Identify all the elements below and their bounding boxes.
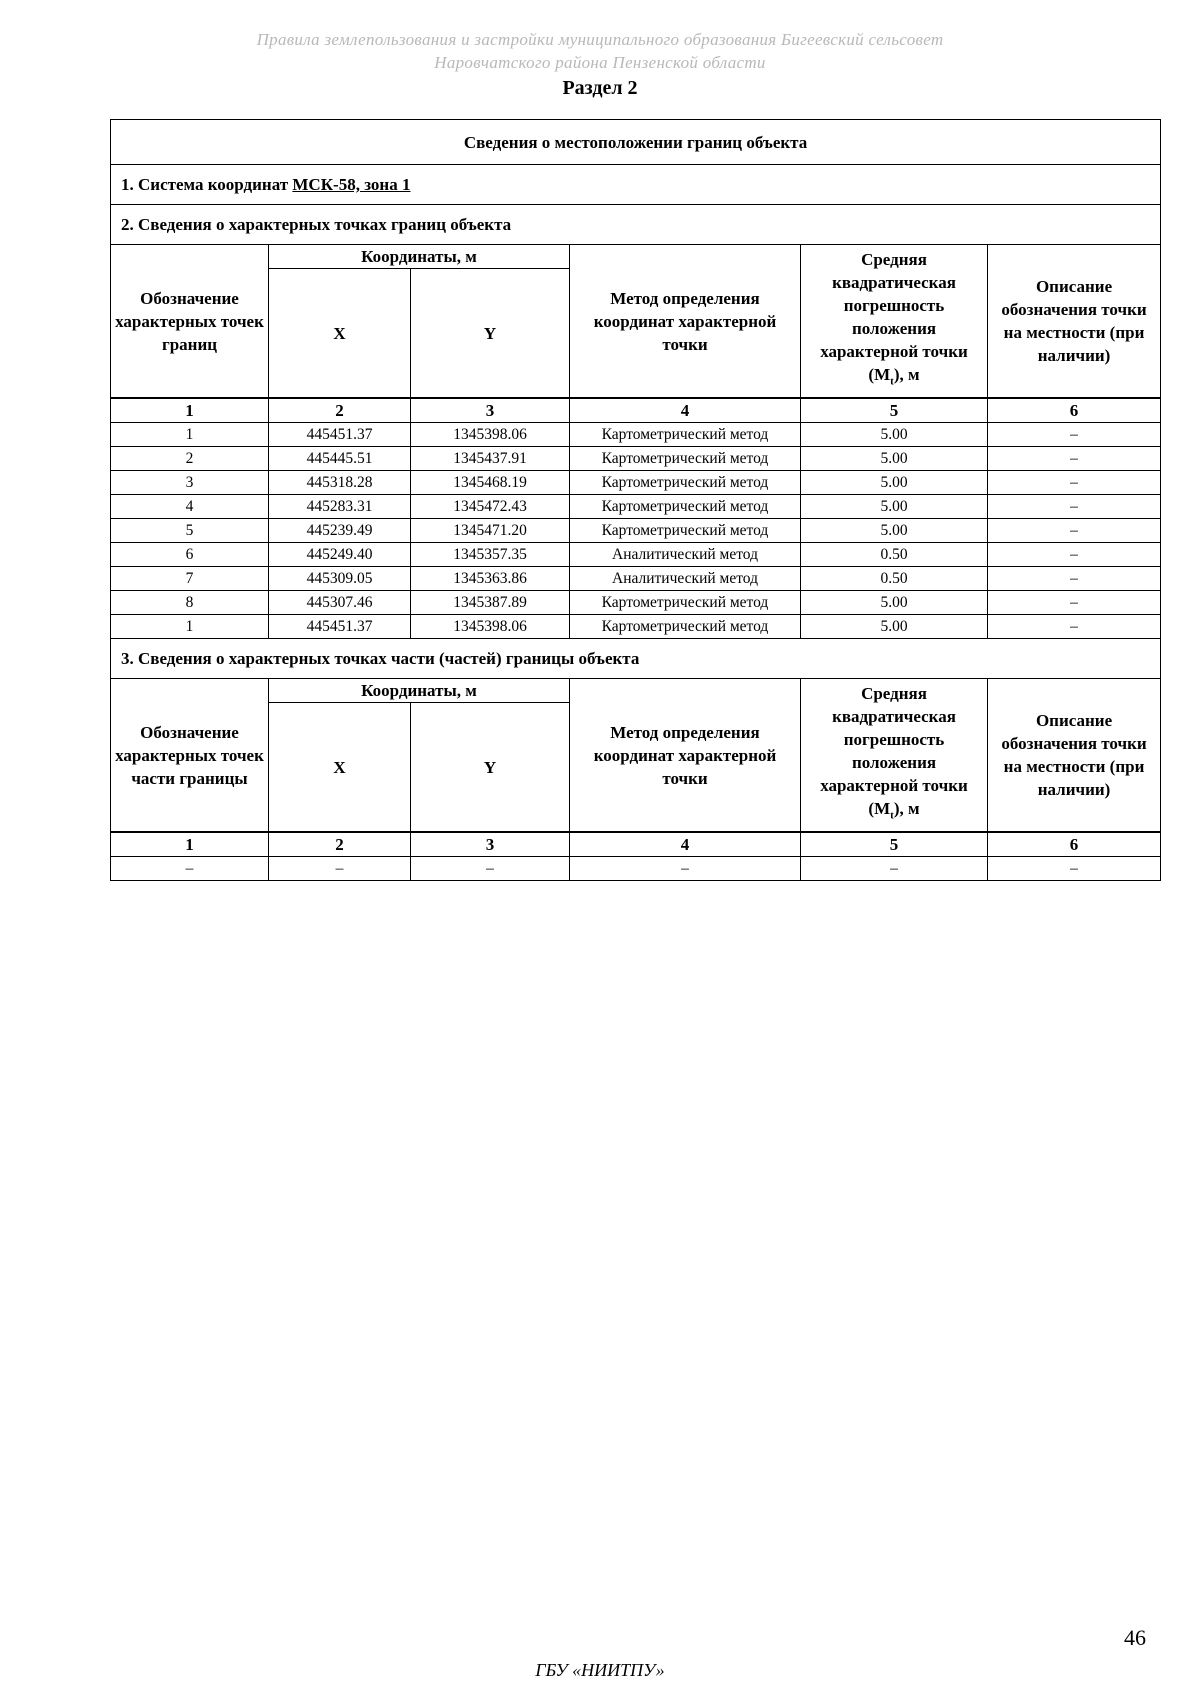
column-number-cell: 3 [411, 832, 570, 857]
column-number-cell: 6 [988, 398, 1161, 423]
col-header-error-sub: t [890, 375, 894, 388]
table-row [111, 857, 1161, 881]
cell-y: 1345437.91 [411, 447, 570, 471]
cell-x: 445318.28 [269, 471, 411, 495]
cell-x: 445249.40 [269, 543, 411, 567]
table-row [111, 423, 1161, 447]
col-header-x-part: X [269, 703, 411, 833]
footer-org: ГБУ «НИИТПУ» [535, 1660, 665, 1680]
column-number-cell: 1 [111, 832, 269, 857]
coord-system-row [111, 165, 1161, 205]
col-header-description-part: Описание обозначения точки на местности (при наличии) [988, 679, 1161, 833]
cell-error: – [801, 857, 988, 881]
column-number-cell: 4 [570, 398, 801, 423]
col-header-coords-part: Координаты, м [269, 679, 570, 703]
table-row [111, 615, 1161, 639]
cell-y: 1345398.06 [411, 423, 570, 447]
cell-point: 5 [111, 519, 269, 543]
col-header-point: Обозначение характерных точек границ [111, 245, 269, 399]
cell-method: – [570, 857, 801, 881]
cell-method: Картометрический метод [570, 495, 801, 519]
col-header-y: Y [411, 269, 570, 399]
cell-y: 1345472.43 [411, 495, 570, 519]
cell-description: – [988, 567, 1161, 591]
cell-point: 6 [111, 543, 269, 567]
cell-y: 1345471.20 [411, 519, 570, 543]
table-row [111, 519, 1161, 543]
cell-method: Картометрический метод [570, 591, 801, 615]
cell-y: 1345468.19 [411, 471, 570, 495]
part2-title: 2. Сведения о характерных точках границ объекта [111, 205, 1161, 245]
cell-description: – [988, 543, 1161, 567]
cell-point: 7 [111, 567, 269, 591]
cell-point: – [111, 857, 269, 881]
cell-error: 5.00 [801, 591, 988, 615]
cell-point: 1 [111, 615, 269, 639]
col-header-x: X [269, 269, 411, 399]
col-header-error-main: Средняя квадратическая погрешность положения характерной точки (M [820, 250, 968, 385]
cell-point: 8 [111, 591, 269, 615]
cell-point: 1 [111, 423, 269, 447]
cell-point: 3 [111, 471, 269, 495]
cell-method: Картометрический метод [570, 615, 801, 639]
col-header-description: Описание обозначения точки на местности (при наличии) [988, 245, 1161, 399]
table-row [111, 495, 1161, 519]
table-row [111, 591, 1161, 615]
cell-x: 445451.37 [269, 423, 411, 447]
boundary-table [110, 119, 1161, 881]
col-header-y-part: Y [411, 703, 570, 833]
cell-x: 445451.37 [269, 615, 411, 639]
column-numbers-row [111, 398, 1161, 423]
cell-y: 1345387.89 [411, 591, 570, 615]
cell-description: – [988, 519, 1161, 543]
col-header-error-sub-part: t [890, 809, 894, 822]
section-title: Раздел 2 [562, 77, 638, 99]
cell-method: Картометрический метод [570, 471, 801, 495]
cell-method: Картометрический метод [570, 423, 801, 447]
cell-description: – [988, 447, 1161, 471]
cell-y: – [411, 857, 570, 881]
column-number-cell: 1 [111, 398, 269, 423]
cell-point: 2 [111, 447, 269, 471]
cell-method: Картометрический метод [570, 519, 801, 543]
cell-error: 5.00 [801, 495, 988, 519]
coord-system-value: МСК-58, зона 1 [292, 175, 411, 194]
col-header-method: Метод определения координат характерной точки [570, 245, 801, 399]
table-row [111, 447, 1161, 471]
col-header-error-part [801, 679, 988, 833]
col-header-coords: Координаты, м [269, 245, 570, 269]
cell-method: Картометрический метод [570, 447, 801, 471]
cell-y: 1345357.35 [411, 543, 570, 567]
column-number-cell: 5 [801, 398, 988, 423]
col-header-point-part: Обозначение характерных точек части границы [111, 679, 269, 833]
col-header-error-tail: ), м [893, 365, 920, 385]
cell-x: 445309.05 [269, 567, 411, 591]
cell-description: – [988, 615, 1161, 639]
cell-description: – [988, 591, 1161, 615]
page-number: 46 [1124, 1625, 1146, 1650]
cell-error: 5.00 [801, 447, 988, 471]
cell-description: – [988, 857, 1161, 881]
cell-error: 5.00 [801, 471, 988, 495]
cell-error: 5.00 [801, 615, 988, 639]
table-row [111, 567, 1161, 591]
part3-title: 3. Сведения о характерных точках части (частей) границы объекта [111, 639, 1161, 679]
column-number-cell: 2 [269, 832, 411, 857]
cell-method: Аналитический метод [570, 567, 801, 591]
cell-description: – [988, 495, 1161, 519]
coord-system-label: 1. Система координат [121, 175, 289, 194]
cell-x: 445283.31 [269, 495, 411, 519]
cell-x: 445307.46 [269, 591, 411, 615]
column-number-cell: 2 [269, 398, 411, 423]
cell-description: – [988, 471, 1161, 495]
table-row [111, 471, 1161, 495]
running-header-line-2: Наровчатского района Пензенской области [434, 53, 766, 72]
cell-error: 0.50 [801, 567, 988, 591]
cell-y: 1345363.86 [411, 567, 570, 591]
cell-method: Аналитический метод [570, 543, 801, 567]
cell-error: 0.50 [801, 543, 988, 567]
column-number-cell: 5 [801, 832, 988, 857]
cell-description: – [988, 423, 1161, 447]
table-title: Сведения о местоположении границ объекта [111, 120, 1161, 165]
cell-y: 1345398.06 [411, 615, 570, 639]
cell-x: 445445.51 [269, 447, 411, 471]
cell-x: – [269, 857, 411, 881]
cell-error: 5.00 [801, 423, 988, 447]
column-number-cell: 3 [411, 398, 570, 423]
table-row [111, 543, 1161, 567]
col-header-error-main-part: Средняя квадратическая погрешность положения характерной точки (M [820, 684, 968, 819]
column-number-cell: 4 [570, 832, 801, 857]
cell-error: 5.00 [801, 519, 988, 543]
col-header-error-tail-part: ), м [893, 799, 920, 819]
column-number-cell: 6 [988, 832, 1161, 857]
cell-x: 445239.49 [269, 519, 411, 543]
running-header-line-1: Правила землепользования и застройки муниципального образования Бигеевский сельсовет [256, 30, 944, 49]
col-header-method-part: Метод определения координат характерной точки [570, 679, 801, 833]
column-numbers-row-part [111, 832, 1161, 857]
cell-point: 4 [111, 495, 269, 519]
col-header-error [801, 245, 988, 399]
